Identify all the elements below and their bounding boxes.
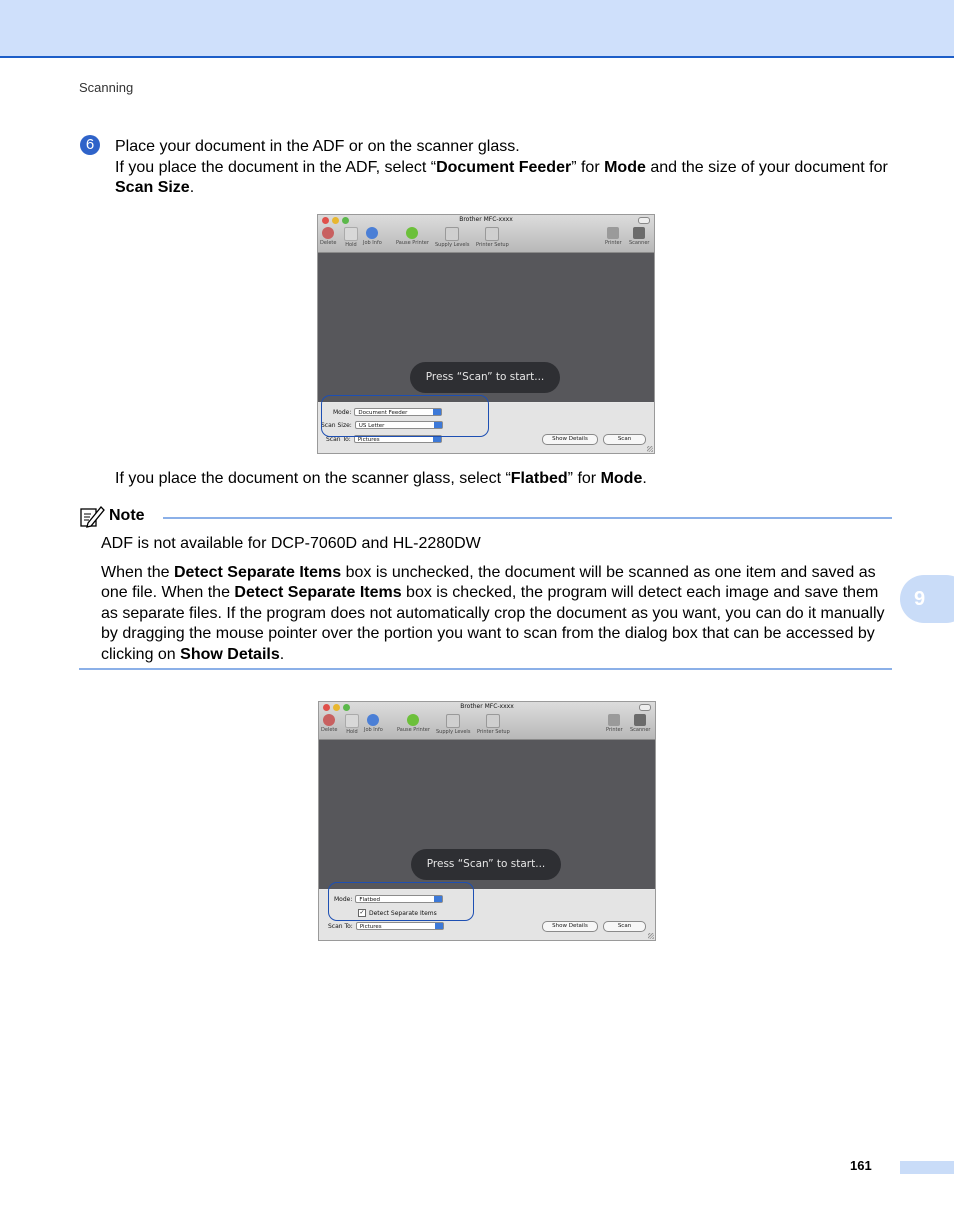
- term-detect-separate-items: Detect Separate Items: [234, 584, 402, 601]
- toolbar-label: Delete: [321, 727, 338, 733]
- detect-separate-items-checkbox[interactable]: ✓: [359, 909, 365, 916]
- toolbar-delete-button[interactable]: [321, 714, 337, 733]
- info-icon: [366, 227, 378, 239]
- note-body: [101, 534, 892, 665]
- toolbar-label: Printer Setup: [476, 242, 509, 248]
- scan-size-select[interactable]: US Letter: [355, 421, 443, 429]
- term-show-details: Show Details: [180, 645, 280, 663]
- step-instructions: [115, 137, 895, 199]
- window-toolbar: [319, 702, 655, 740]
- note-label: Note: [109, 507, 145, 524]
- resize-grip-icon[interactable]: [648, 933, 654, 939]
- resize-grip-icon[interactable]: [647, 446, 653, 452]
- toolbar-printer-setup-button[interactable]: [476, 227, 509, 248]
- toolbar-label: Printer: [605, 240, 622, 246]
- toolbar-toggle-button[interactable]: [639, 704, 651, 711]
- section-title: Scanning: [79, 80, 134, 95]
- scanner-window-flatbed: [318, 701, 656, 941]
- step-text: If you place the document in the ADF, select “: [115, 158, 437, 176]
- scan-size-label: Scan Size:: [321, 421, 352, 429]
- step-text: ” for: [567, 470, 601, 487]
- toolbar-label: Job Info: [364, 727, 383, 733]
- toolbar-label: Scanner: [630, 727, 651, 733]
- toolbar-label: Pause Printer: [396, 240, 429, 246]
- toolbar-scanner-button[interactable]: [630, 714, 650, 733]
- term-mode: Mode: [600, 470, 643, 487]
- scan-to-select[interactable]: Pictures: [354, 435, 442, 443]
- toolbar-label: Pause Printer: [397, 727, 430, 733]
- hold-icon: [344, 227, 358, 241]
- chapter-tab: 9: [900, 575, 954, 623]
- note-pencil-icon: [79, 504, 105, 528]
- scan-prompt: Press “Scan” to start...: [410, 362, 560, 393]
- note-header: [79, 503, 892, 529]
- note-bottom-rule: [79, 668, 892, 670]
- highlight-callout: [321, 395, 489, 437]
- note-text: box is checked, the program will detect each image and save them as separate files. If the program does not automatically crop the document as you want, you can do it manually by dragging the mouse pointer over the portion you want to scan from the dialog box that can be accessed by clicking on: [101, 584, 885, 663]
- toolbar-label: Hold: [346, 729, 358, 735]
- term-mode: Mode: [604, 158, 646, 176]
- scan-to-label: Scan To:: [328, 922, 353, 930]
- window-title: Brother MFC-xxxx: [460, 703, 514, 710]
- supply-levels-icon: [446, 714, 460, 728]
- toolbar-label: Printer: [606, 727, 623, 733]
- delete-icon: [322, 227, 334, 239]
- page-number: 161: [850, 1158, 872, 1173]
- toolbar-pause-printer-button[interactable]: [397, 714, 430, 733]
- highlight-callout: [328, 882, 474, 921]
- scan-button[interactable]: Scan: [603, 921, 646, 932]
- mode-select[interactable]: Flatbed: [355, 895, 443, 903]
- term-flatbed: Flatbed: [510, 470, 568, 487]
- step-text: ” for: [571, 158, 605, 176]
- scan-prompt: Press “Scan” to start...: [411, 849, 561, 880]
- printer-setup-icon: [486, 714, 500, 728]
- scanner-window-adf: [317, 214, 655, 454]
- mode-label: Mode:: [333, 408, 352, 416]
- toolbar-scanner-button[interactable]: [629, 227, 649, 246]
- toolbar-printer-button[interactable]: [606, 714, 623, 733]
- step-text: .: [642, 470, 647, 487]
- scan-preview-area: [319, 740, 655, 889]
- mode-label: Mode:: [334, 895, 353, 903]
- step-text: .: [189, 179, 195, 196]
- detect-separate-items-label: Detect Separate Items: [369, 909, 437, 917]
- scan-to-select[interactable]: Pictures: [356, 922, 444, 930]
- delete-icon: [323, 714, 335, 726]
- toolbar-printer-button[interactable]: [605, 227, 622, 246]
- note-rule: [163, 517, 892, 519]
- window-title: Brother MFC-xxxx: [459, 216, 513, 223]
- toolbar-supply-levels-button[interactable]: [435, 227, 469, 248]
- printer-setup-icon: [485, 227, 499, 241]
- show-details-button[interactable]: Show Details: [542, 921, 598, 932]
- toolbar-supply-levels-button[interactable]: [436, 714, 470, 735]
- scanner-icon: [634, 714, 646, 726]
- toolbar-label: Hold: [345, 242, 357, 248]
- show-details-button[interactable]: Show Details: [542, 434, 598, 445]
- flatbed-instruction: [115, 469, 895, 490]
- supply-levels-icon: [445, 227, 459, 241]
- note-text: When the: [101, 563, 174, 581]
- header-bar: [0, 0, 954, 58]
- scan-button[interactable]: Scan: [603, 434, 646, 445]
- scan-to-row: [328, 922, 444, 930]
- toolbar-label: Printer Setup: [477, 729, 510, 735]
- toolbar-toggle-button[interactable]: [638, 217, 650, 224]
- toolbar-pause-printer-button[interactable]: [396, 227, 429, 246]
- hold-icon: [345, 714, 359, 728]
- step-number-badge: 6: [80, 135, 100, 155]
- toolbar-hold-button[interactable]: [345, 714, 359, 735]
- note-text: .: [279, 645, 285, 663]
- toolbar-label: Supply Levels: [436, 729, 471, 735]
- toolbar-label: Supply Levels: [435, 242, 470, 248]
- scanner-icon: [633, 227, 645, 239]
- note-text: box is unchecked, the document will be scanned as one item and saved as one file. When the: [101, 563, 876, 601]
- pause-icon: [406, 227, 418, 239]
- term-scan-size: Scan Size: [115, 179, 190, 196]
- note-box: [79, 503, 892, 673]
- toolbar-job-info-button[interactable]: [363, 227, 382, 246]
- step-line-1: Place your document in the ADF or on the scanner glass.: [115, 138, 520, 155]
- mode-select[interactable]: Document Feeder: [354, 408, 442, 416]
- toolbar-printer-setup-button[interactable]: [477, 714, 510, 735]
- step-text: If you place the document on the scanner glass, select “: [115, 470, 511, 487]
- toolbar-label: Job Info: [363, 240, 382, 246]
- step-text: and the size of your document for: [645, 158, 888, 176]
- term-detect-separate-items: Detect Separate Items: [173, 563, 342, 581]
- toolbar-label: Scanner: [629, 240, 650, 246]
- toolbar-label: Delete: [320, 240, 337, 246]
- page-number-bar: [900, 1161, 954, 1174]
- scan-to-label: Scan To:: [326, 435, 351, 443]
- printer-icon: [607, 227, 619, 239]
- info-icon: [367, 714, 379, 726]
- term-document-feeder: Document Feeder: [436, 158, 572, 176]
- note-paragraph-1: ADF is not available for DCP-7060D and HL-2280DW: [101, 535, 481, 552]
- scan-preview-area: [318, 253, 654, 402]
- toolbar-delete-button[interactable]: [320, 227, 336, 246]
- toolbar-hold-button[interactable]: [344, 227, 358, 248]
- printer-icon: [608, 714, 620, 726]
- pause-icon: [407, 714, 419, 726]
- note-paragraph-2: [101, 563, 892, 666]
- toolbar-job-info-button[interactable]: [364, 714, 383, 733]
- window-toolbar: [318, 215, 654, 253]
